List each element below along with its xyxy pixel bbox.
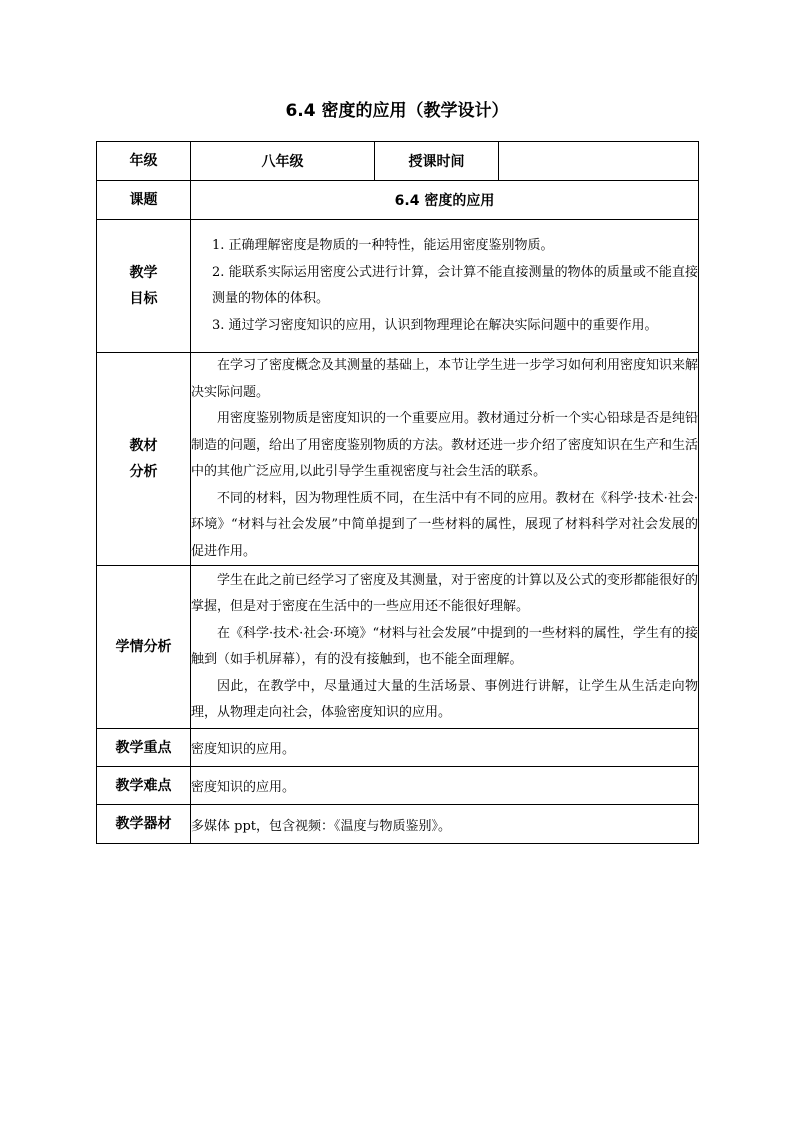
grade-value: 八年级 xyxy=(191,142,375,181)
topic-label: 课题 xyxy=(97,181,191,220)
material-paragraph: 在学习了密度概念及其测量的基础上，本节让学生进一步学习如何利用密度知识来解决实际问题。 xyxy=(191,358,699,400)
document-title: 6.4 密度的应用（教学设计） xyxy=(285,101,509,121)
topic-value: 6.4 密度的应用 xyxy=(191,181,699,220)
key-point-value: 密度知识的应用。 xyxy=(191,729,699,767)
students-paragraph: 在《科学·技术·社会·环境》“材料与社会发展”中提到的一些材料的属性，学生有的接触到（如手机屏幕），有的没有接触到，也不能全面理解。 xyxy=(191,625,698,667)
students-row xyxy=(97,566,699,729)
goals-label-line: 目标 xyxy=(129,291,158,307)
material-content xyxy=(191,353,699,566)
time-value xyxy=(499,142,699,181)
students-paragraph: 学生在此之前已经学习了密度及其测量，对于密度的计算以及公式的变形都能很好的掌握，但是对于密度在生活中的一些应用还不能很好理解。 xyxy=(191,572,699,614)
lesson-plan-table xyxy=(96,141,699,844)
goals-label xyxy=(97,220,191,353)
difficult-point-row xyxy=(97,767,699,805)
header-row xyxy=(97,142,699,181)
goal-item: 2. 能联系实际运用密度公式进行计算，会计算不能直接测量的物体的质量或不能直接测量的物体的体积。 xyxy=(212,264,698,306)
goals-row xyxy=(97,220,699,353)
material-label xyxy=(97,353,191,566)
goal-item: 3. 通过学习密度知识的应用，认识到物理理论在解决实际问题中的重要作用。 xyxy=(212,317,658,333)
difficult-point-label: 教学难点 xyxy=(97,767,191,805)
students-content xyxy=(191,566,699,729)
students-label: 学情分析 xyxy=(97,566,191,729)
time-label: 授课时间 xyxy=(375,142,499,181)
difficult-point-value: 密度知识的应用。 xyxy=(191,767,699,805)
material-label-line: 教材 xyxy=(129,438,158,454)
material-label-line: 分析 xyxy=(129,464,158,480)
equipment-row xyxy=(97,805,699,844)
key-point-label: 教学重点 xyxy=(97,729,191,767)
material-row xyxy=(97,353,699,566)
goals-content xyxy=(191,220,699,353)
material-paragraph: 不同的材料，因为物理性质不同，在生活中有不同的应用。教材在《科学·技术·社会·环境》“材料与社会发展”中简单提到了一些材料的属性，展现了材料科学对社会发展的促进作用。 xyxy=(191,490,698,559)
topic-row xyxy=(97,181,699,220)
key-point-row xyxy=(97,729,699,767)
material-paragraph: 用密度鉴别物质是密度知识的一个重要应用。教材通过分析一个实心铅球是否是纯铅制造的问题，给出了用密度鉴别物质的方法。教材还进一步介绍了密度知识在生产和生活中的其他广泛应用,以此引导学生重视密度与社会生活的联系。 xyxy=(191,411,699,479)
goal-item: 1. 正确理解密度是物质的一种特性，能运用密度鉴别物质。 xyxy=(212,238,554,253)
students-paragraph: 因此，在教学中，尽量通过大量的生活场景、事例进行讲解，让学生从生活走向物理，从物理走向社会，体验密度知识的应用。 xyxy=(191,678,698,720)
equipment-value: 多媒体 ppt，包含视频：《温度与物质鉴别》。 xyxy=(191,805,699,844)
goals-label-line: 教学 xyxy=(129,265,158,281)
grade-label: 年级 xyxy=(97,142,191,181)
equipment-label: 教学器材 xyxy=(97,805,191,844)
